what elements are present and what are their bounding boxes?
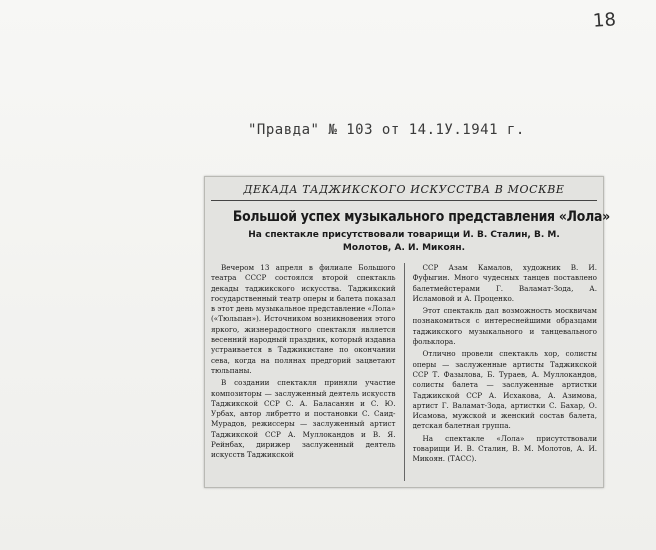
- paragraph: Вечером 13 апреля в филиале Большого театра СССР состоялся второй спектакль декады таджикского искусства. Таджикский государственный театр оперы и балета показал в этот день музыкальное представление «Лола» («Тюльпан»). Источником возникновения этого яркого, жизнерадостного спектакля является весенний народный праздник, который издавна устраивается в Таджикистане по окончании сева, когда на полянах предгорий зацветают тюльпаны.: [211, 263, 396, 375]
- article-column-right: [413, 263, 598, 481]
- article-body: [211, 263, 597, 481]
- paragraph: ССР Азам Камалов, художник В. И. Фуфыгин. Много чудесных танцев поставлено балетмейстерами Г. Валамат-Зода, А. Исламовой и А. Проценко.: [412, 263, 597, 303]
- paragraph: На спектакле «Лола» присутствовали товарищи И. В. Сталин, В. М. Молотов, А. И. Микоян. (ТАСС).: [412, 433, 597, 464]
- column-divider: [404, 263, 405, 481]
- newspaper-clipping: [204, 176, 610, 488]
- article-column-left: [211, 263, 396, 481]
- source-citation: "Правда" № 103 от 14.1У.1941 г.: [248, 122, 525, 138]
- divider-line: [211, 200, 597, 201]
- article-headline: Большой успех музыкального представления «Лола»: [232, 209, 610, 225]
- article-subheading: На спектакле присутствовали товарищи И. В. Сталин, В. М. Молотов, А. И. Микоян.: [248, 230, 560, 253]
- page-number: 18: [592, 9, 617, 32]
- rubric-heading: ДЕКАДА ТАДЖИКСКОГО ИСКУССТВА В МОСКВЕ: [243, 183, 565, 196]
- paragraph: Этот спектакль дал возможность москвичам познакомиться с интереснейшими образцами таджикского музыкального и танцевального фольклора.: [412, 306, 597, 347]
- paragraph: В создании спектакля приняли участие композиторы — заслуженный деятель искусств Таджикской ССР С. А. Баласанян и С. Ю. Урбах, автор либретто и постановки С. Саид-Мурадов, режиссеры — заслуженный артист Таджикской ССР А. Муллокандов и В. Я. Рейнбах, дирижер заслуженный деятель искусств Таджикской: [211, 378, 396, 460]
- paragraph: Отлично провели спектакль хор, солисты оперы — заслуженные артисты Таджикской ССР Т. Фазылова, Б. Тураев, А. Муллокандов, солисты балета — заслуженные артистки Таджикской ССР А. Исхакова, А. Азимова, артист Г. Валамат-Зода, артистки С. Бахар, О. Исамова, мужской и женский состав балета, детская балетная группа.: [412, 349, 597, 431]
